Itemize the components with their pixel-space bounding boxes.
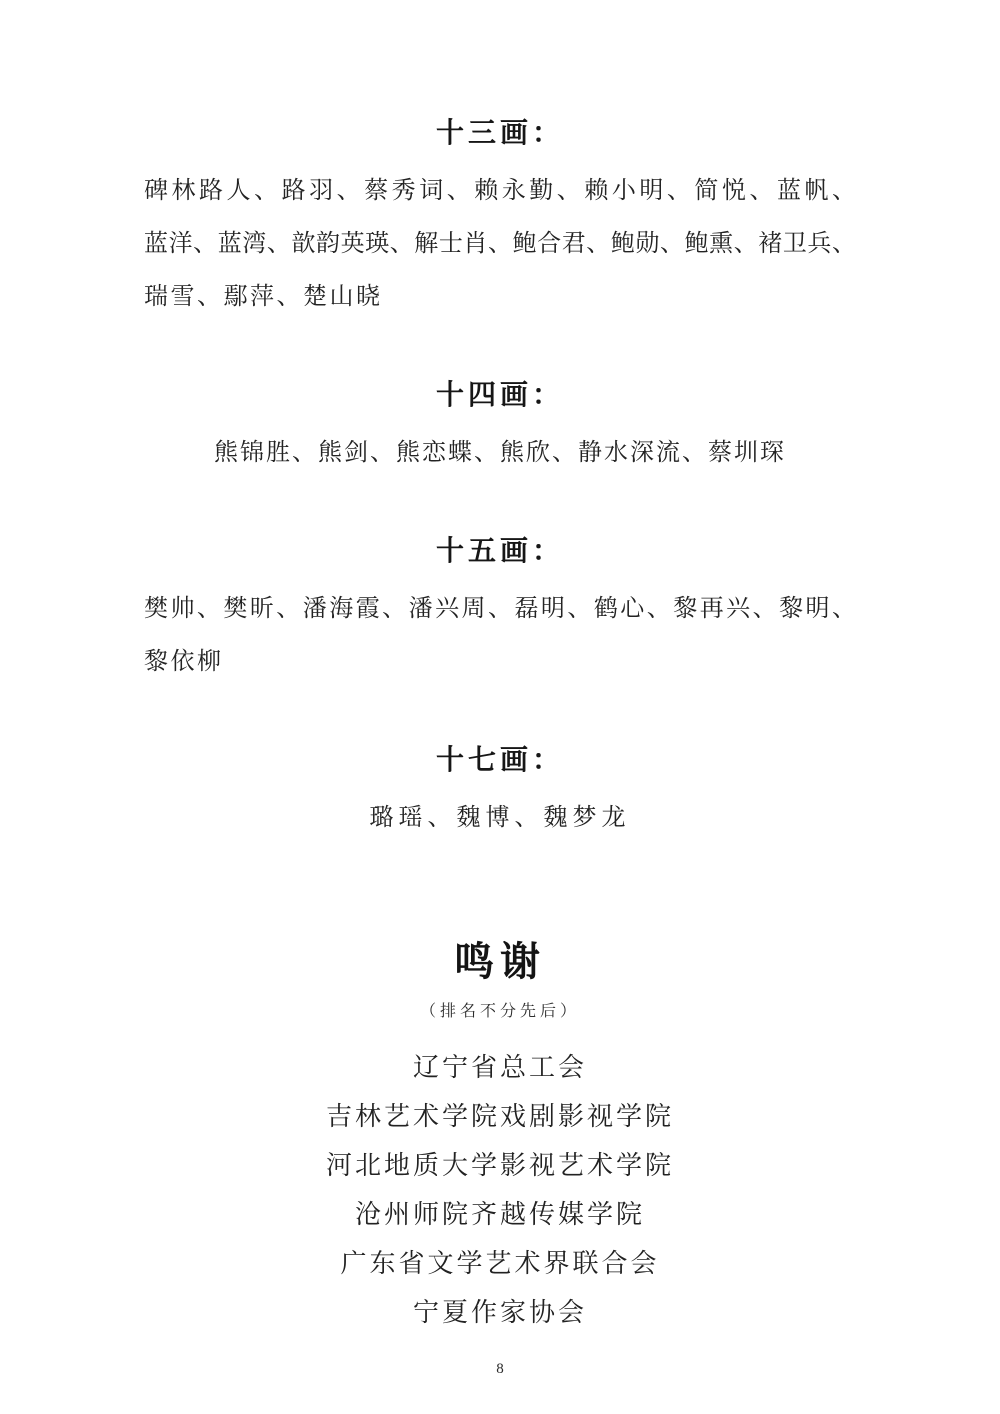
- name-list-15: [144, 583, 856, 689]
- organization-item: 辽宁省总工会: [412, 1053, 587, 1082]
- name-line: 瑞雪、鄢萍、楚山晓: [144, 284, 383, 310]
- name-list-13: [144, 165, 856, 324]
- acknowledgments-section: [144, 939, 856, 1337]
- name-line: 碑林路人、路羽、蔡秀词、赖永勤、赖小明、简悦、蓝帆、: [144, 178, 856, 204]
- organization-item: 广东省文学艺术界联合会: [340, 1249, 660, 1278]
- name-line: 黎依柳: [144, 649, 224, 675]
- stroke-heading-15: 十五画：: [435, 535, 564, 566]
- stroke-heading-13: 十三画：: [435, 117, 564, 148]
- name-line: 熊锦胜、熊剑、熊恋蝶、熊欣、静水深流、蔡圳琛: [214, 440, 786, 466]
- stroke-section-15: [144, 530, 856, 689]
- document-page: [144, 0, 856, 1378]
- stroke-heading-14: 十四画：: [435, 379, 564, 410]
- organization-item: 沧州师院齐越传媒学院: [354, 1200, 645, 1229]
- name-line: 樊帅、樊昕、潘海霞、潘兴周、磊明、鹤心、黎再兴、黎明、: [144, 596, 856, 622]
- stroke-section-14: [144, 374, 856, 480]
- organization-item: 吉林艺术学院戏剧影视学院: [325, 1102, 674, 1131]
- page-number: 8: [496, 1361, 504, 1377]
- name-line: 璐瑶、魏博、魏梦龙: [369, 805, 631, 831]
- organization-item: 宁夏作家协会: [412, 1298, 587, 1327]
- stroke-section-17: [144, 739, 856, 845]
- name-list-14: [144, 427, 856, 480]
- acknowledgments-title: 鸣谢: [454, 940, 546, 984]
- acknowledgments-note: （排名不分先后）: [419, 1003, 580, 1020]
- name-line: 蓝洋、蓝湾、歆韵英瑛、解士肖、鲍合君、鲍勋、鲍熏、褚卫兵、: [144, 231, 856, 257]
- organization-list: [144, 1043, 856, 1337]
- organization-item: 河北地质大学影视艺术学院: [325, 1151, 674, 1180]
- stroke-section-13: [144, 112, 856, 324]
- name-list-17: [144, 792, 856, 845]
- stroke-heading-17: 十七画：: [435, 744, 564, 775]
